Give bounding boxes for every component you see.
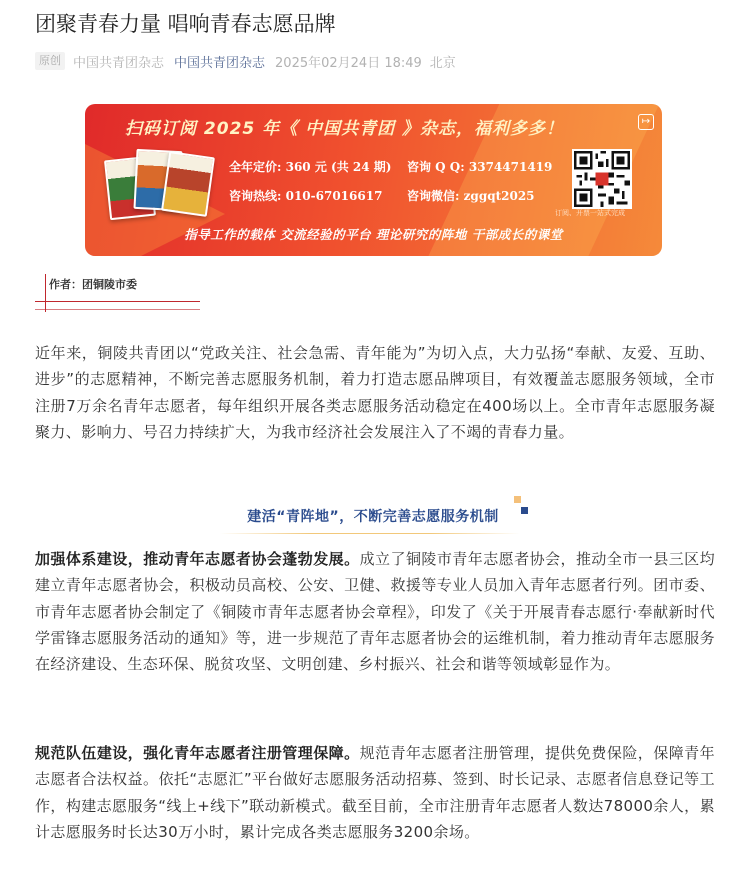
section-underline (220, 533, 520, 534)
paragraph-lead: 加强体系建设，推动青年志愿者协会蓬勃发展。 (35, 550, 360, 568)
banner-slogan: 指导工作的载体 交流经验的平台 理论研究的阵地 干部成长的课堂 (184, 227, 563, 242)
magazine-covers-image (107, 148, 217, 218)
article-meta (35, 51, 456, 71)
qr-caption: 订阅、开票一站式完成 (555, 209, 625, 217)
banner-qq: 咨询 Q Q: 3374471419 (407, 160, 553, 174)
publish-location: 北京 (429, 55, 456, 71)
decorative-line (35, 309, 200, 310)
original-badge: 原创 (35, 52, 65, 70)
subscription-banner[interactable] (85, 104, 662, 256)
intro-paragraph: 近年来，铜陵共青团以“党政关注、社会急需、青年能为”为切入点，大力弘扬“奉献、友爱、互助、进步”的志愿精神，不断完善志愿服务机制，着力打造志愿品牌项目，有效覆盖志愿服务领域，全市注册7万余名青年志愿者，每年组织开展各类志愿服务活动稳定在400场以上。全市青年志愿服务凝聚力、影响力、号召力持续扩大，为我市经济社会发展注入了不竭的青春力量。 (35, 344, 715, 441)
paragraph-body: 规范青年志愿者注册管理，提供免费保险，保障青年志愿者合法权益。依托“志愿汇”平台做好志愿服务活动招募、签到、时长记录、志愿者信息登记等工作，构建志愿服务“线上+线下”联动新模式。截至目前，全市注册青年志愿者人数达78000余人，累计志愿服务时长达30万小时，累计完成各类志愿服务3200余场。 (35, 744, 716, 841)
banner-headline: 扫码订阅 2025 年《 中国共青团 》杂志，福利多多！ (125, 119, 564, 139)
banner-exit-icon[interactable]: ↦ (638, 114, 654, 130)
paragraph-lead: 规范队伍建设，强化青年志愿者注册管理保障。 (35, 744, 360, 762)
banner-hotline: 咨询热线: 010-67016617 (229, 189, 383, 203)
article-title: 团聚青春力量 唱响青春志愿品牌 (35, 12, 336, 36)
decorative-line (35, 301, 200, 302)
qr-code-icon[interactable] (572, 149, 632, 209)
decorative-square (521, 507, 528, 514)
section-heading (0, 502, 746, 532)
source-name: 中国共青团杂志 (73, 55, 165, 71)
body-paragraph-2 (35, 740, 715, 845)
author-label: 作者：团铜陵市委 (49, 278, 137, 291)
banner-wechat: 咨询微信: zggqt2025 (407, 189, 535, 203)
paragraph-body: 成立了铜陵市青年志愿者协会，推动全市一县三区均建立青年志愿者协会，积极动员高校、公安、卫健、救援等专业人员加入青年志愿者行列。团市委、市青年志愿者协会制定了《铜陵市青年志愿者协会章程》，印发了《关于开展青春志愿行·奉献新时代学雷锋志愿服务活动的通知》等，进一步规范了青年志愿者协会的运维机制，着力推动青年志愿服务在经济建设、生态环保、脱贫攻坚、文明创建、乡村振兴、社会和谐等领域彰显作为。 (35, 550, 716, 674)
publish-datetime: 2025年02月24日 18:49 (275, 55, 422, 71)
body-paragraph-1 (35, 546, 715, 677)
account-link[interactable]: 中国共青团杂志 (174, 55, 266, 71)
banner-price: 全年定价: 360 元 (共 24 期) (229, 160, 392, 174)
decorative-square (514, 496, 521, 503)
magazine-cover (161, 151, 215, 217)
section-heading-text: 建活“青阵地”，不断完善志愿服务机制 (247, 509, 499, 525)
decorative-line (45, 274, 46, 312)
